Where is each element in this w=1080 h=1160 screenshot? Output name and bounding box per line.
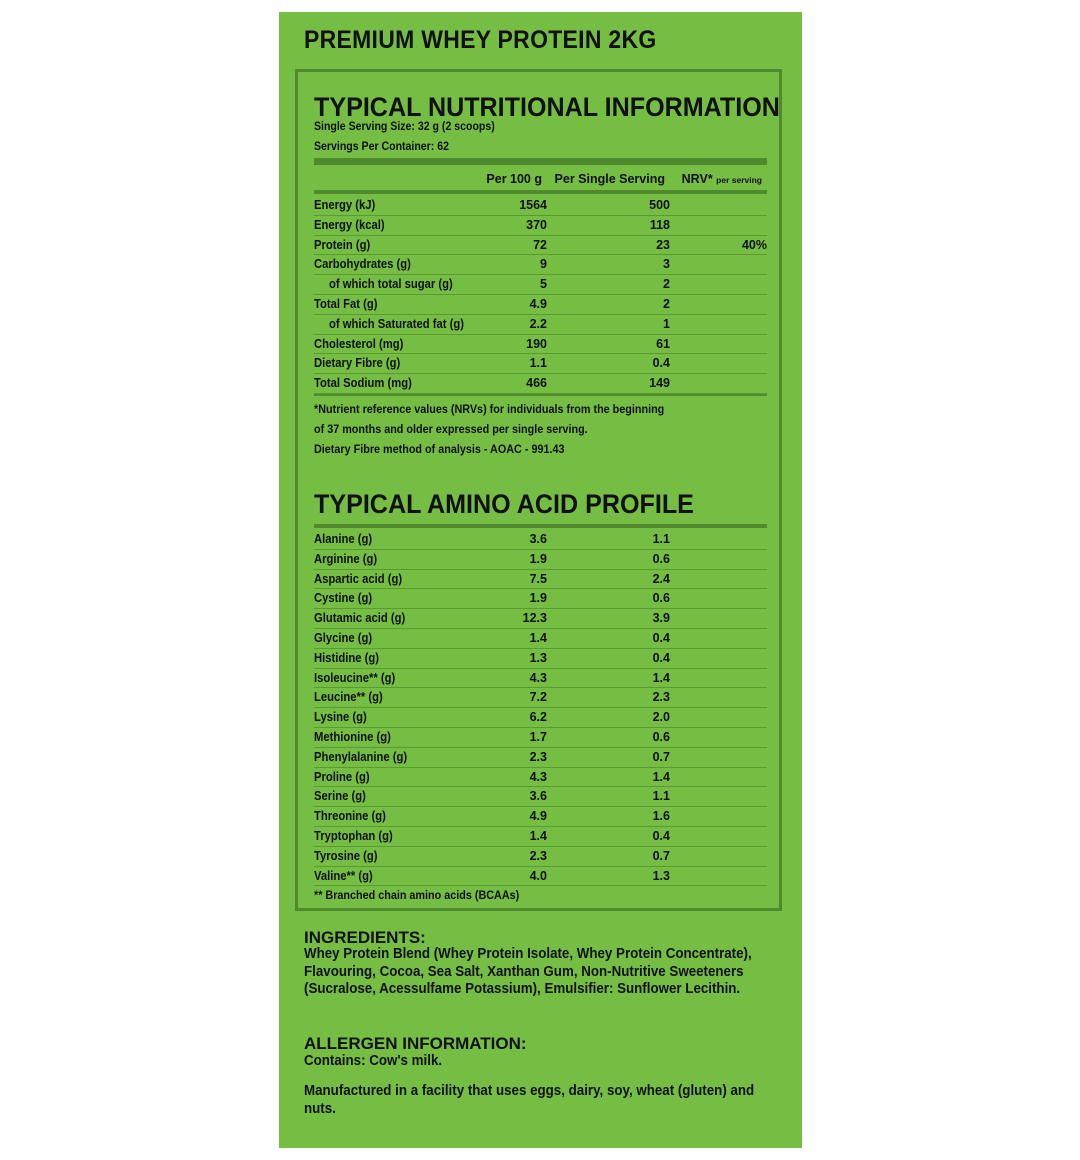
table-row	[314, 295, 767, 315]
table-row	[314, 807, 767, 827]
allergen-contains: Contains: Cow's milk.	[304, 1053, 443, 1069]
cell-serving: 0.4	[652, 356, 670, 371]
cell-serving: 1.4	[652, 670, 670, 685]
cell-name: Valine** (g)	[314, 868, 373, 883]
cell-per100: 7.5	[529, 571, 547, 586]
cell-name: Total Fat (g)	[314, 296, 378, 311]
cell-name: Tryptophan (g)	[314, 828, 393, 843]
cell-per100: 2.3	[529, 848, 547, 863]
cell-nrv: 40%	[741, 237, 767, 252]
cell-name: Tyrosine (g)	[314, 848, 378, 863]
table-row	[314, 335, 767, 355]
table-row	[314, 255, 767, 275]
cell-serving: 1.1	[652, 789, 670, 804]
cell-serving: 118	[649, 217, 670, 232]
cell-serving: 2.0	[652, 710, 670, 725]
cell-per100: 1.1	[529, 356, 547, 371]
cell-serving: 500	[649, 198, 670, 212]
cell-serving: 1.3	[652, 868, 670, 883]
table-row	[314, 827, 767, 847]
ingredients-text: Whey Protein Blend (Whey Protein Isolate, Whey Protein Concentrate), Flavouring, Cocoa, Sea Salt, Xanthan Gum, Non-Nutritive Sweeteners (Sucralose, Acessulfame Potassium), Emulsifier: Sunflower Lecithin.	[304, 946, 752, 997]
cell-serving: 0.7	[652, 749, 670, 764]
nutrition-title: TYPICAL NUTRITIONAL INFORMATION	[314, 92, 780, 122]
cell-name: Arginine (g)	[314, 551, 378, 566]
cell-name: Cholesterol (mg)	[314, 336, 404, 351]
cell-name: Glutamic acid (g)	[314, 611, 406, 626]
cell-per100: 1.4	[529, 828, 547, 843]
cell-per100: 5	[540, 277, 547, 292]
cell-name: Energy (kcal)	[314, 217, 385, 232]
label-panel	[279, 12, 802, 1148]
table-row	[314, 787, 767, 807]
product-title: PREMIUM WHEY PROTEIN 2KG	[304, 26, 657, 54]
cell-per100: 7.2	[529, 690, 547, 705]
cell-serving: 2.3	[652, 690, 670, 705]
cell-per100: 1.9	[529, 591, 547, 606]
table-row	[314, 728, 767, 748]
cell-serving: 3.9	[652, 611, 670, 626]
cell-serving: 0.4	[652, 650, 670, 665]
cell-name: Carbohydrates (g)	[314, 257, 411, 272]
cell-per100: 3.6	[529, 789, 547, 804]
table-row	[314, 315, 767, 335]
table-row	[314, 609, 767, 629]
col-header-nrv: NRV* per serving	[681, 172, 762, 186]
table-row	[314, 649, 767, 669]
cell-name: Glycine (g)	[314, 630, 373, 645]
cell-name: Threonine (g)	[314, 809, 386, 824]
cell-per100: 2.3	[529, 749, 547, 764]
cell-serving: 0.6	[652, 591, 670, 606]
nrv-note: *Nutrient reference values (NRVs) for individuals from the beginning	[314, 402, 665, 416]
amino-table	[314, 530, 767, 886]
cell-serving: 2	[663, 296, 670, 311]
nutrition-table	[314, 196, 767, 394]
cell-per100: 2.2	[529, 316, 547, 331]
cell-name: Histidine (g)	[314, 650, 379, 665]
allergen-title: ALLERGEN INFORMATION:	[304, 1034, 527, 1053]
table-row	[314, 570, 767, 590]
cell-name: Total Sodium (mg)	[314, 376, 412, 391]
cell-name: Cystine (g)	[314, 591, 373, 606]
cell-serving: 2.4	[652, 571, 670, 586]
cell-per100: 1.7	[529, 729, 547, 744]
cell-serving: 1	[663, 316, 670, 331]
cell-name: Methionine (g)	[314, 729, 391, 744]
table-row	[314, 550, 767, 570]
cell-serving: 0.7	[652, 848, 670, 863]
cell-per100: 72	[533, 237, 547, 252]
cell-serving: 1.6	[652, 809, 670, 824]
cell-per100: 4.9	[529, 809, 547, 824]
cell-per100: 9	[540, 257, 547, 272]
nutrition-notes	[314, 399, 746, 459]
cell-serving: 61	[656, 336, 670, 351]
table-row	[314, 748, 767, 768]
ingredients-title: INGREDIENTS:	[304, 928, 426, 947]
table-row	[314, 589, 767, 609]
table-row	[314, 216, 767, 236]
table-row	[314, 688, 767, 708]
cell-serving: 1.4	[652, 769, 670, 784]
cell-per100: 190	[526, 336, 547, 351]
cell-name: Phenylalanine (g)	[314, 749, 408, 764]
cell-name: Leucine** (g)	[314, 690, 383, 705]
table-row	[314, 768, 767, 788]
cell-per100: 12.3	[522, 611, 547, 626]
cell-name: Isoleucine** (g)	[314, 670, 396, 685]
cell-per100: 6.2	[529, 710, 547, 725]
table-row	[314, 847, 767, 867]
cell-per100: 370	[526, 217, 547, 232]
cell-serving: 0.6	[652, 551, 670, 566]
cell-serving: 0.4	[652, 630, 670, 645]
cell-per100: 1564	[519, 198, 547, 212]
cell-serving: 2	[663, 277, 670, 292]
cell-per100: 3.6	[529, 532, 547, 546]
table-row	[314, 196, 767, 216]
allergen-facility: Manufactured in a facility that uses eggs, dairy, soy, wheat (gluten) and nuts.	[304, 1083, 755, 1117]
cell-per100: 1.9	[529, 551, 547, 566]
cell-per100: 1.3	[529, 650, 547, 665]
fibre-method-note: Dietary Fibre method of analysis - AOAC - 991.43	[314, 442, 565, 456]
cell-per100: 4.0	[529, 868, 547, 883]
cell-name: Aspartic acid (g)	[314, 571, 403, 586]
cell-serving: 0.4	[652, 828, 670, 843]
cell-name: Serine (g)	[314, 789, 366, 804]
table-row	[314, 354, 767, 374]
cell-per100: 1.4	[529, 630, 547, 645]
table-row	[314, 708, 767, 728]
cell-per100: 4.3	[529, 769, 547, 784]
cell-name: Alanine (g)	[314, 532, 373, 546]
header-rule-bottom	[314, 190, 767, 194]
amino-title: TYPICAL AMINO ACID PROFILE	[314, 489, 694, 519]
cell-name: of which Saturated fat (g)	[329, 316, 464, 331]
table-row	[314, 374, 767, 394]
servings-per-container: Servings Per Container: 62	[314, 139, 449, 153]
cell-per100: 4.3	[529, 670, 547, 685]
cell-serving: 149	[649, 376, 670, 391]
table-row	[314, 867, 767, 887]
cell-serving: 3	[663, 257, 670, 272]
nutrition-table-end-rule	[314, 394, 767, 396]
cell-name: Lysine (g)	[314, 710, 367, 725]
col-header-serving: Per Single Serving	[554, 172, 665, 186]
cell-serving: 0.6	[652, 729, 670, 744]
col-header-per100: Per 100 g	[486, 172, 542, 186]
cell-name: Protein (g)	[314, 237, 371, 252]
table-row	[314, 275, 767, 295]
cell-name: Proline (g)	[314, 769, 370, 784]
serving-size: Single Serving Size: 32 g (2 scoops)	[314, 119, 495, 133]
bcaa-footnote: ** Branched chain amino acids (BCAAs)	[314, 888, 520, 902]
cell-serving: 23	[656, 237, 670, 252]
table-row	[314, 669, 767, 689]
cell-name: Energy (kJ)	[314, 198, 376, 212]
cell-name: Dietary Fibre (g)	[314, 356, 401, 371]
header-rule-top	[314, 158, 767, 165]
amino-header-rule	[314, 524, 767, 528]
table-row	[314, 236, 767, 256]
table-row	[314, 530, 767, 550]
cell-name: of which total sugar (g)	[329, 277, 453, 292]
cell-serving: 1.1	[652, 532, 670, 546]
nrv-note-2: of 37 months and older expressed per single serving.	[314, 422, 588, 436]
cell-per100: 4.9	[529, 296, 547, 311]
nutrition-box	[295, 69, 782, 911]
table-row	[314, 629, 767, 649]
cell-per100: 466	[526, 376, 547, 391]
